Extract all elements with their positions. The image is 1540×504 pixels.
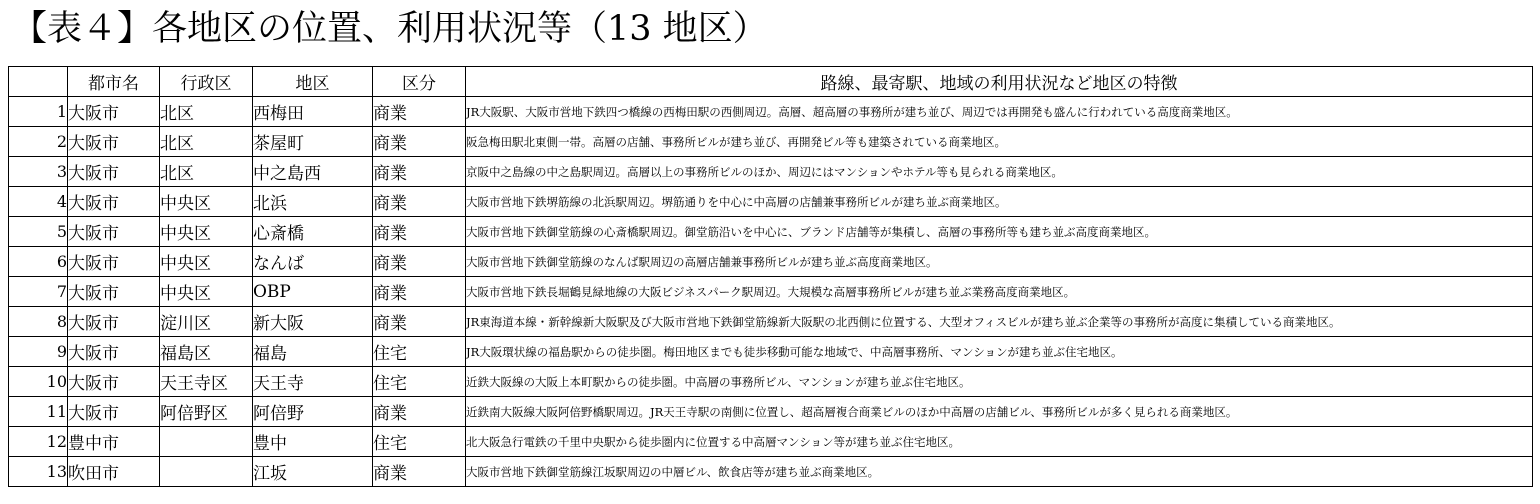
city-cell: 大阪市: [68, 337, 160, 367]
feature-cell: 大阪市営地下鉄御堂筋線のなんば駅周辺の高層店舗兼事務所ビルが建ち並ぶ高度商業地区。: [466, 247, 1533, 277]
row-number: 9: [9, 337, 68, 367]
header-feature: 路線、最寄駅、地域の利用状況など地区の特徴: [466, 67, 1533, 97]
city-cell: 大阪市: [68, 217, 160, 247]
city-cell: 大阪市: [68, 277, 160, 307]
city-cell: 大阪市: [68, 367, 160, 397]
ward-cell: 阿倍野区: [160, 397, 253, 427]
ward-cell: 中央区: [160, 247, 253, 277]
city-cell: 吹田市: [68, 457, 160, 487]
ward-cell: 中央区: [160, 277, 253, 307]
table-row: [9, 247, 1533, 277]
row-number: 5: [9, 217, 68, 247]
district-cell: なんば: [253, 247, 373, 277]
header-type: 区分: [373, 67, 466, 97]
district-cell: 阿倍野: [253, 397, 373, 427]
feature-cell: 近鉄大阪線の大阪上本町駅からの徒歩圏。中高層の事務所ビル、マンションが建ち並ぶ住宅地区。: [466, 367, 1533, 397]
table-row: [9, 187, 1533, 217]
district-cell: 豊中: [253, 427, 373, 457]
ward-cell: 淀川区: [160, 307, 253, 337]
district-cell: 福島: [253, 337, 373, 367]
ward-cell: 福島区: [160, 337, 253, 367]
type-cell: 住宅: [373, 367, 466, 397]
table-row: [9, 427, 1533, 457]
feature-cell: JR東海道本線・新幹線新大阪駅及び大阪市営地下鉄御堂筋線新大阪駅の北西側に位置する、大型オフィスビルが建ち並ぶ企業等の事務所が高度に集積している商業地区。: [466, 307, 1533, 337]
city-cell: 大阪市: [68, 127, 160, 157]
district-cell: 新大阪: [253, 307, 373, 337]
feature-cell: JR大阪環状線の福島駅からの徒歩圏。梅田地区までも徒歩移動可能な地域で、中高層事務所、マンションが建ち並ぶ住宅地区。: [466, 337, 1533, 367]
table-row: [9, 337, 1533, 367]
district-cell: 江坂: [253, 457, 373, 487]
feature-cell: 大阪市営地下鉄長堀鶴見緑地線の大阪ビジネスパーク駅周辺。大規模な高層事務所ビルが建ち並ぶ業務高度商業地区。: [466, 277, 1533, 307]
district-cell: 西梅田: [253, 97, 373, 127]
type-cell: 商業: [373, 157, 466, 187]
row-number: 12: [9, 427, 68, 457]
city-cell: 豊中市: [68, 427, 160, 457]
type-cell: 商業: [373, 457, 466, 487]
district-table: [8, 66, 1533, 487]
row-number: 8: [9, 307, 68, 337]
city-cell: 大阪市: [68, 187, 160, 217]
type-cell: 商業: [373, 397, 466, 427]
type-cell: 住宅: [373, 427, 466, 457]
row-number: 7: [9, 277, 68, 307]
type-cell: 商業: [373, 97, 466, 127]
ward-cell: [160, 427, 253, 457]
ward-cell: 北区: [160, 97, 253, 127]
row-number: 4: [9, 187, 68, 217]
table-row: [9, 307, 1533, 337]
city-cell: 大阪市: [68, 157, 160, 187]
ward-cell: 天王寺区: [160, 367, 253, 397]
feature-cell: 北大阪急行電鉄の千里中央駅から徒歩圏内に位置する中高層マンション等が建ち並ぶ住宅地区。: [466, 427, 1533, 457]
row-number: 1: [9, 97, 68, 127]
row-number: 11: [9, 397, 68, 427]
ward-cell: 中央区: [160, 187, 253, 217]
row-number: 3: [9, 157, 68, 187]
type-cell: 商業: [373, 187, 466, 217]
ward-cell: [160, 457, 253, 487]
row-number: 2: [9, 127, 68, 157]
header-ward: 行政区: [160, 67, 253, 97]
district-cell: 中之島西: [253, 157, 373, 187]
table-row: [9, 397, 1533, 427]
type-cell: 住宅: [373, 337, 466, 367]
row-number: 6: [9, 247, 68, 277]
city-cell: 大阪市: [68, 307, 160, 337]
feature-cell: 大阪市営地下鉄御堂筋線江坂駅周辺の中層ビル、飲食店等が建ち並ぶ商業地区。: [466, 457, 1533, 487]
type-cell: 商業: [373, 127, 466, 157]
row-number: 10: [9, 367, 68, 397]
table-row: [9, 97, 1533, 127]
table-row: [9, 457, 1533, 487]
ward-cell: 北区: [160, 157, 253, 187]
header-num: [9, 67, 68, 97]
feature-cell: 阪急梅田駅北東側一帯。高層の店舗、事務所ビルが建ち並び、再開発ビル等も建築されている商業地区。: [466, 127, 1533, 157]
district-cell: 茶屋町: [253, 127, 373, 157]
type-cell: 商業: [373, 217, 466, 247]
header-district: 地区: [253, 67, 373, 97]
district-cell: 天王寺: [253, 367, 373, 397]
ward-cell: 北区: [160, 127, 253, 157]
table-row: [9, 367, 1533, 397]
type-cell: 商業: [373, 247, 466, 277]
header-city: 都市名: [68, 67, 160, 97]
feature-cell: JR大阪駅、大阪市営地下鉄四つ橋線の西梅田駅の西側周辺。高層、超高層の事務所が建ち並び、周辺では再開発も盛んに行われている高度商業地区。: [466, 97, 1533, 127]
table-header-row: [9, 67, 1533, 97]
type-cell: 商業: [373, 277, 466, 307]
city-cell: 大阪市: [68, 397, 160, 427]
feature-cell: 大阪市営地下鉄御堂筋線の心斎橋駅周辺。御堂筋沿いを中心に、ブランド店舗等が集積し、高層の事務所等も建ち並ぶ高度商業地区。: [466, 217, 1533, 247]
table-body: [9, 97, 1533, 487]
row-number: 13: [9, 457, 68, 487]
table-row: [9, 217, 1533, 247]
feature-cell: 近鉄南大阪線大阪阿倍野橋駅周辺。JR天王寺駅の南側に位置し、超高層複合商業ビルのほか中高層の店舗ビル、事務所ビルが多く見られる商業地区。: [466, 397, 1533, 427]
district-cell: 心斎橋: [253, 217, 373, 247]
type-cell: 商業: [373, 307, 466, 337]
page-title: 【表４】各地区の位置、利用状況等（13 地区）: [12, 9, 768, 49]
city-cell: 大阪市: [68, 97, 160, 127]
table-row: [9, 127, 1533, 157]
ward-cell: 中央区: [160, 217, 253, 247]
city-cell: 大阪市: [68, 247, 160, 277]
feature-cell: 大阪市営地下鉄堺筋線の北浜駅周辺。堺筋通りを中心に中高層の店舗兼事務所ビルが建ち並ぶ商業地区。: [466, 187, 1533, 217]
district-cell: 北浜: [253, 187, 373, 217]
table-row: [9, 157, 1533, 187]
feature-cell: 京阪中之島線の中之島駅周辺。高層以上の事務所ビルのほか、周辺にはマンションやホテル等も見られる商業地区。: [466, 157, 1533, 187]
district-cell: OBP: [253, 277, 373, 307]
table-row: [9, 277, 1533, 307]
